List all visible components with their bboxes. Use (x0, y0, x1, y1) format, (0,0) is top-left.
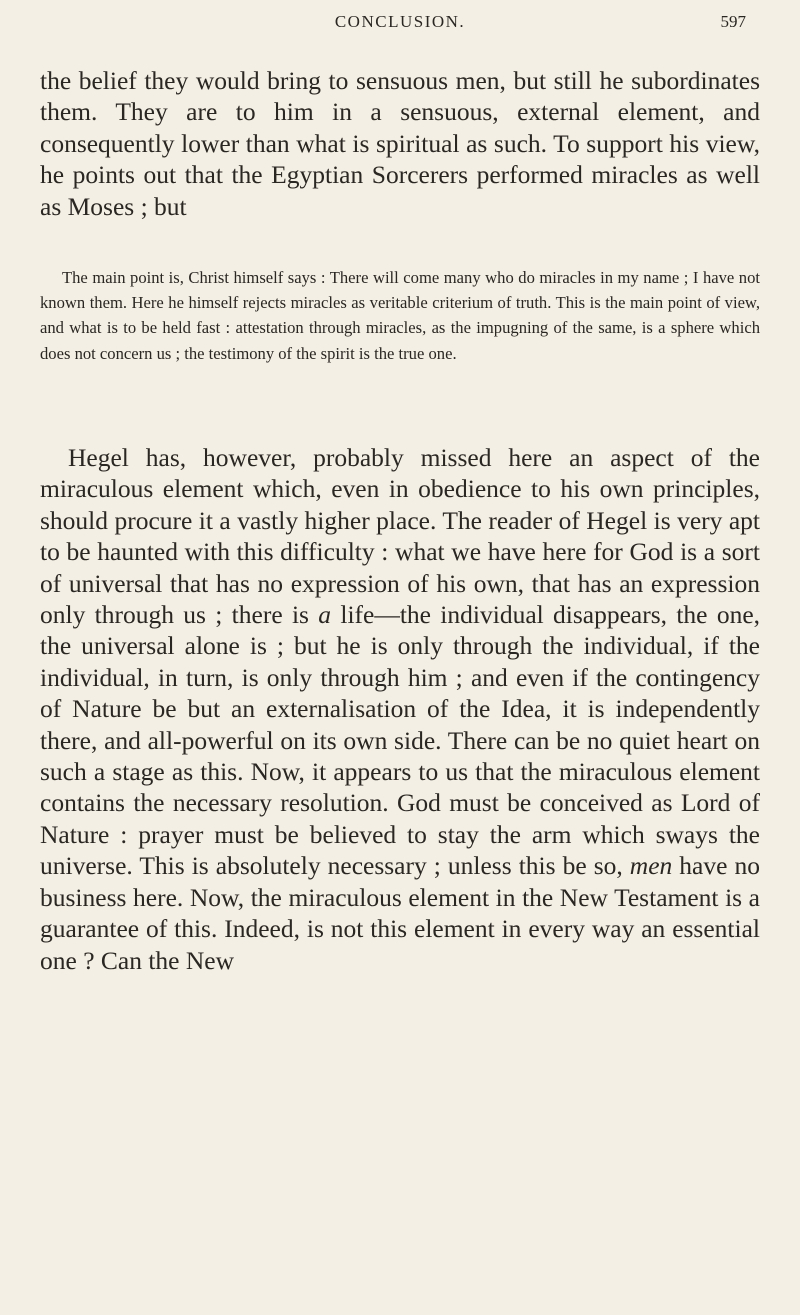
emphasis-men: men (629, 851, 673, 881)
paragraph-hegel (40, 442, 760, 976)
emphasis-a: a (318, 600, 332, 630)
paragraph-opening: the belief they would bring to sensuous men, but still he subordinates them. They are to him in a sensuous, external element, and consequently lower than what is spiritual as such. To support his view, he points out that the Egyptian Sorcerers performed miracles as well as Moses ; but (40, 66, 760, 221)
block-quote: The main point is, Christ himself says : There will come many who do miracles in my name ; I have not known them. Here he himself rejects miracles as veritable criterium of truth. This is the main point of view, and what is to be held fast : attestation through miracles, as the impugning of the same, is a sphere which does not concern us ; the testimony of the spirit is the true one. (40, 268, 760, 363)
page-number: 597 (720, 12, 746, 31)
paragraph-hegel-text-e: have no business here. Now, the miraculous element in the New Testament is a guarantee of this. Indeed, is not this element in every way an essential one ? Can the New (40, 851, 760, 975)
running-head: CONCLUSION. (334, 12, 466, 31)
paragraph-hegel-text-a: Hegel has, however, probably missed here an aspect of the miraculous element which, even in obedience to his own principles, should procure it a vastly higher place. The reader of Hegel is very apt to be haunted with this difficulty : what we have here for God is a sort of universal that has no expression of his own, that has an expression only through us ; there is (40, 443, 760, 630)
paragraph-hegel-text-c: life—the individual disappears, the one, the universal alone is ; but he is only through the individual, if the individual, in turn, is only through him ; and even if the contingency of Nature be but an externalisation of the Idea, it is independently there, and all-powerful on its own side. There can be no quiet heart on such a stage as this. Now, it appears to us that the miraculous element contains the necessary resolution. God must be conceived as Lord of Nature : prayer must be believed to stay the arm which sways the universe. This is absolutely necessary ; unless this be so, (40, 600, 761, 881)
page-header (0, 12, 800, 36)
